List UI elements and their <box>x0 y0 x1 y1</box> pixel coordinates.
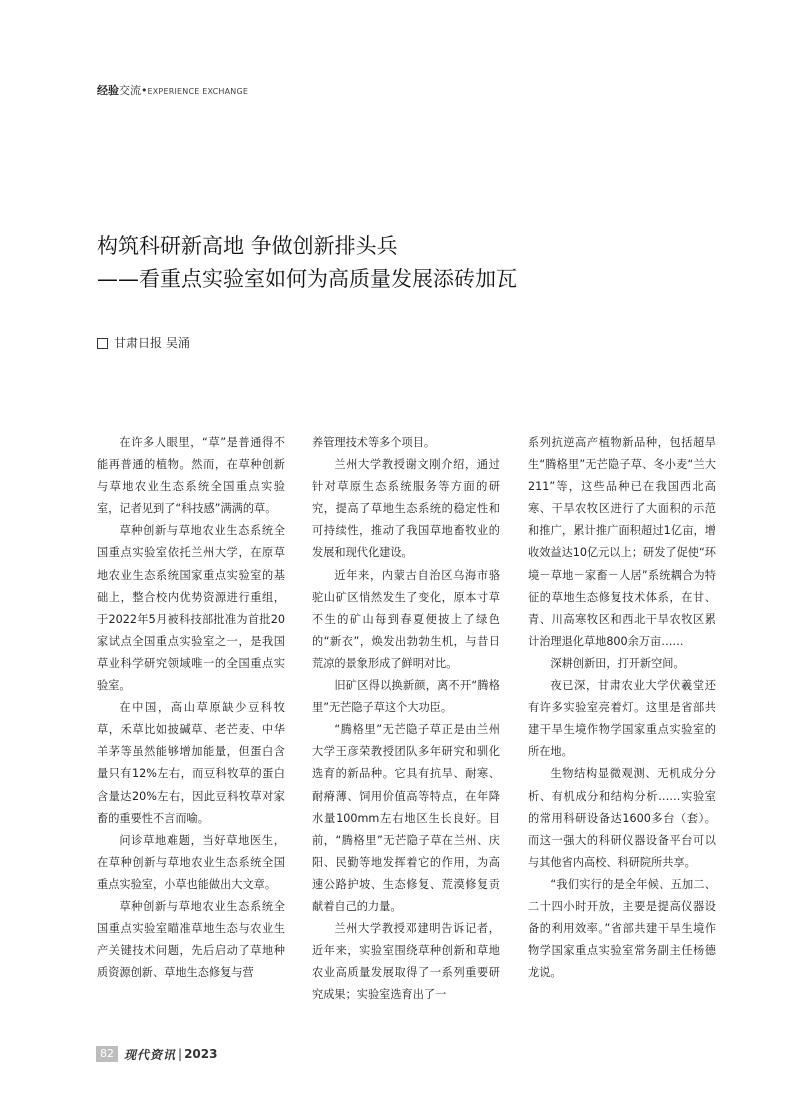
footer-separator: | <box>178 1047 183 1061</box>
title-line-2: ——看重点实验室如何为高质量发展添砖加瓦 <box>97 267 517 291</box>
paragraph: 兰州大学教授邓建明告诉记者，近年来，实验室围绕草种创新和草地农业高质量发展取得了一系列重要研究成果；实验室选育出了一 <box>312 922 500 1002</box>
paragraph: 草种创新与草地农业生态系统全国重点实验室依托兰州大学，在原草地农业生态系统国家重点实验室的基础上，整合校内优势资源进行重组，于2022年5月被科技部批准为首批20家试点全国重点实验室之一，是我国草业科学研究领域唯一的全国重点实验室。 <box>97 524 285 693</box>
paragraph: 生物结构显微观测、无机成分分析、有机成分和结构分析……实验室的常用科研设备达1600多台（套）。而这一强大的科研仪器设备平台可以与其他省内高校、科研院所共享。 <box>528 767 716 869</box>
paragraph: 在中国，高山草原缺少豆科牧草，禾草比如披碱草、老芒麦、中华羊茅等虽然能够增加能量，但蛋白含量只有12%左右，而豆科牧草的蛋白含量达20%左右，因此豆科牧草对家畜的重要性不言而喻。 <box>97 701 285 825</box>
paragraph: 夜已深，甘肃农业大学伏羲堂还有许多实验室亮着灯。这里是省部共建干旱生境作物学国家重点实验室的所在地。 <box>528 679 716 759</box>
paragraph: 深耕创新田，打开新空间。 <box>550 656 685 670</box>
section-dot: • <box>141 84 148 97</box>
section-label-bold: 经验 <box>97 84 119 97</box>
issue-year: 2023 <box>184 1047 218 1061</box>
paragraph: 养管理技术等多个项目。 <box>312 436 436 449</box>
magazine-name: 现代资讯 <box>124 1047 177 1062</box>
paragraph: “腾格里”无芒隐子草正是由兰州大学王彦荣教授团队多年研究和驯化选育的新品种。它具有抗旱、耐寒、耐瘠薄、饲用价值高等特点，在年降水量100mm左右地区生长良好。目前，“腾格里”无芒隐子草在兰州、庆阳、民勤等地发挥着它的作用，为高速公路护坡、生态修复、荒漠修复贡献着自己的力量。 <box>312 723 500 913</box>
article-column-2 <box>312 432 500 1006</box>
paragraph: 兰州大学教授谢文刚介绍，通过针对草原生态系统服务等方面的研究，提高了草地生态系统的稳定性和可持续性，推动了我国草地畜牧业的发展和现代化建设。 <box>312 458 500 560</box>
section-header <box>97 82 248 98</box>
byline-text: 甘肃日报 吴涌 <box>114 336 190 350</box>
paragraph: 问诊草地难题，当好草地医生，在草种创新与草地农业生态系统全国重点实验室，小草也能做出大文章。 <box>97 833 285 891</box>
section-label-rest: 交流 <box>119 84 141 97</box>
paragraph: 草种创新与草地农业生态系统全国重点实验室瞄准草地生态与农业生产关键技术问题，先后启动了草地种质资源创新、草地生态修复与营 <box>97 899 285 980</box>
paragraph: 在许多人眼里，“草”是普通得不能再普通的植物。然而，在草种创新与草地农业生态系统全国重点实验室，记者见到了“科技感”满满的草。 <box>97 436 285 516</box>
paragraph: 近年来，内蒙古自治区乌海市骆驼山矿区悄然发生了变化，原本寸草不生的矿山每到春夏便披上了绿色的“新衣”，焕发出勃勃生机，与昔日荒凉的景象形成了鲜明对比。 <box>312 568 500 670</box>
article-title <box>97 230 737 296</box>
article-column-3 <box>528 432 716 984</box>
paragraph: 系列抗逆高产植物新品种，包括超旱生“腾格里”无芒隐子草、冬小麦“兰大211”等，这些品种已在我国西北高寒、干旱农牧区进行了大面积的示范和推广，累计推广面积超过1亿亩，增收效益达10亿元以上；研发了促使“环境－草地－家畜－人居”系统耦合为特征的草地生态修复技术体系，在甘、青、川高寒牧区和西北干旱农牧区累计治理退化草地800余万亩…… <box>528 436 716 648</box>
page-number: 82 <box>96 1046 118 1062</box>
article-column-1 <box>97 432 285 984</box>
paragraph: “我们实行的是全年候、五加二、二十四小时开放，主要是提高仪器设备的利用效率。”省部共建干旱生境作物学国家重点实验室常务副主任杨德龙说。 <box>528 877 716 980</box>
byline <box>97 334 190 351</box>
section-label-en: EXPERIENCE EXCHANGE <box>147 87 249 96</box>
paragraph: 旧矿区得以换新颜，离不开“腾格里”无芒隐子草这个大功臣。 <box>312 679 500 715</box>
title-line-1: 构筑科研新高地 争做创新排头兵 <box>97 234 398 258</box>
page-footer <box>96 1044 217 1064</box>
square-bullet-icon <box>97 338 108 349</box>
